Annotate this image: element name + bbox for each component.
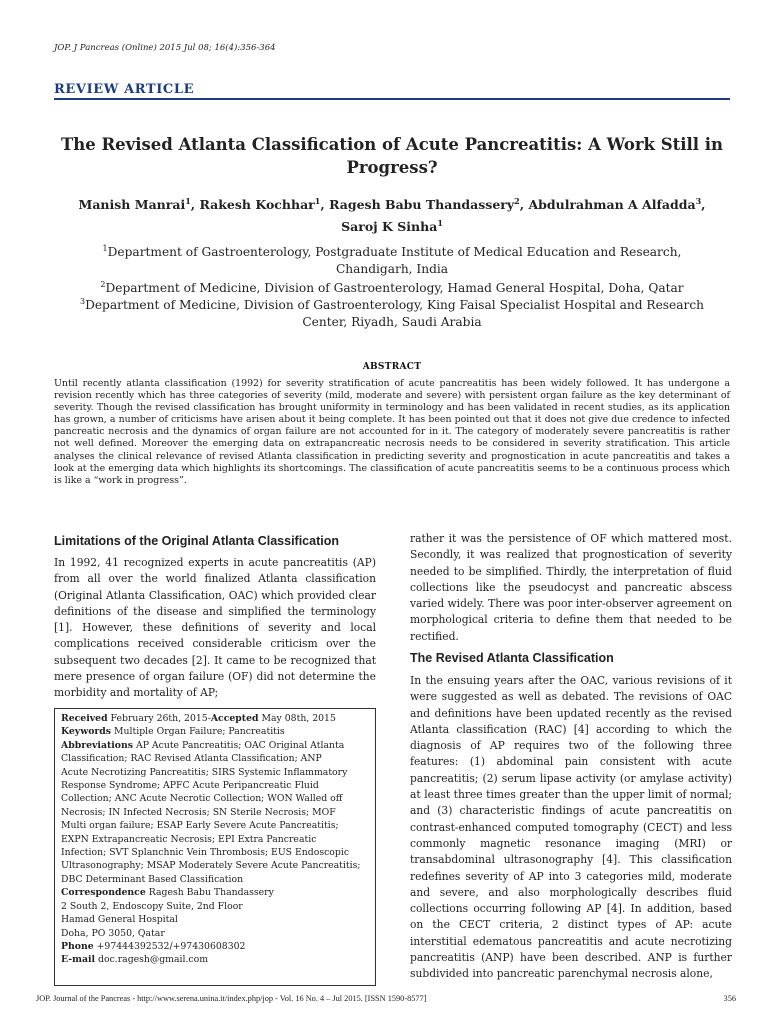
address-line: Hamad General Hospital: [61, 914, 178, 926]
keywords-label: Keywords: [61, 726, 112, 738]
keywords-value: Multiple Organ Failure; Pancreatitis: [114, 726, 285, 738]
section-heading-revised: The Revised Atlanta Classification: [410, 651, 614, 665]
author-name: Manish Manrai: [78, 197, 186, 213]
page-footer: [36, 994, 736, 1003]
article-title: [54, 133, 730, 179]
abbrev-text: Ultrasonography; MSAP Moderately Severe Acute Pancreatitis;: [61, 860, 361, 872]
footer-journal: JOP. Journal of the Pancreas - http://www.serena.unina.it/index.php/jop - Vol. 16 No. 4 – Jul 2015. [ISSN 1590-8577]: [36, 994, 427, 1003]
abbrev-text: Response Syndrome; APFC Acute Peripancreatic Fluid: [61, 780, 319, 792]
abstract-heading: ABSTRACT: [362, 362, 422, 372]
affiliation-sup: 2: [100, 280, 106, 289]
affiliation-sup: 1: [102, 244, 108, 253]
author-sup: 1: [185, 196, 191, 206]
author-name: Rakesh Kochhar: [199, 197, 315, 213]
accepted-date: May 08th, 2015: [261, 713, 336, 724]
address-line: 2 South 2, Endoscopy Suite, 2nd Floor: [61, 900, 243, 912]
email-link[interactable]: doc.ragesh@gmail.com: [98, 954, 209, 966]
keywords-line: [61, 725, 369, 738]
received-line: [61, 712, 369, 725]
correspondence-line: [61, 886, 369, 899]
abbrev-text: Necrosis; IN Infected Necrosis; SN Sterile Necrosis; MOF: [61, 806, 336, 818]
abbrev-text: AP Acute Pancreatitis; OAC Original Atlanta: [135, 739, 345, 751]
address-line: Doha, PO 3050, Qatar: [61, 927, 165, 939]
paragraph-limitations: In 1992, 41 recognized experts in acute pancreatitis (AP) from all over the world finalized Atlanta classification (Original Atlanta Classification, OAC) which provided clear definitions of the disease and simplified the terminology [1]. However, these definitions of severity and local complications received considerable criticism over the subsequent two decades [2]. It came to be recognized that mere presence of organ failure (OF) did not determine the morbidity and mortality of AP;: [54, 556, 376, 700]
section-heading-limitations: Limitations of the Original Atlanta Classification: [54, 534, 339, 548]
page-number: 356: [723, 994, 736, 1003]
paragraph-persistence: rather it was the persistence of OF which mattered most. Secondly, it was realized that prognostication of severity needed to be simplified. Thirdly, the interpretation of fluid collections like the pseudocyst and pancreatic abscess varied widely. There was poor inter-observer agreement on morphological criteria to define them that needed to be rectified.: [410, 532, 732, 643]
email-label: E-mail: [61, 954, 96, 966]
abbrev-text: Multi organ failure; ESAP Early Severe Acute Pancreatitis;: [61, 820, 339, 832]
affiliation-text: Department of Gastroenterology, Postgraduate Institute of Medical Education and Research,: [107, 245, 682, 260]
author-name: Saroj K Sinha: [341, 219, 438, 235]
author-name: Ragesh Babu Thandassery: [329, 197, 515, 213]
received-date: February 26th, 2015-: [110, 713, 211, 724]
author-list: [54, 192, 730, 236]
received-label: Received: [61, 713, 108, 724]
author-line-1: Manish Manrai$^1$, Rakesh Kochhar$^1$, Ragesh Babu Thandassery$^2$, Abdulrahman A Alfadda$^3$,: [78, 196, 706, 213]
correspondence-name: Ragesh Babu Thandassery: [148, 887, 274, 899]
affiliation-text: Center, Riyadh, Saudi Arabia: [302, 315, 482, 330]
abbrev-text: EXPN Extrapancreatic Necrosis; EPI Extra Pancreatic: [61, 833, 317, 845]
author-line-2: [54, 214, 730, 236]
author-sup: 1: [437, 218, 443, 229]
abbrev-text: Classification; RAC Revised Atlanta Classification; ANP: [61, 753, 322, 765]
correspondence-label: Correspondence: [61, 887, 146, 899]
phone-line: [61, 940, 369, 953]
author-sup: 3: [695, 196, 702, 206]
affiliation-text: Department of Medicine, Division of Gastroenterology, Hamad General Hospital, Doha, Qatar: [105, 281, 684, 296]
affiliation-text: Chandigarh, India: [335, 262, 449, 277]
abbrev-text: Infection; SVT Splanchnic Vein Thrombosis; EUS Endoscopic: [61, 847, 350, 859]
affiliation-text: Department of Medicine, Division of Gastroenterology, King Faisal Specialist Hospital and Research: [85, 298, 705, 313]
paragraph-revised: In the ensuing years after the OAC, various revisions of it were suggested as well as debated. The revisions of OAC and definitions have been updated recently as the revised Atlanta classification (RAC) [4] according to which the diagnosis of AP requires two of the following three features: (1) abdominal pain consistent with acute pancreatitis; (2) serum lipase activity (or amylase activity) at least three times greater than the upper limit of normal; and (3) characteristic findings of acute pancreatitis on contrast-enhanced computed tomography (CECT) and less commonly magnetic resonance imaging (MRI) or transabdominal ultrasonography [4]. This classification redefines severity of AP into 3 categories mild, moderate and severe, and also morphologically describes fluid collections occurring following AP [4]. In addition, based on the CECT criteria, 2 distinct types of AP: acute interstitial edematous pancreatitis and acute necrotizing pancreatitis (ANP) have been described. ANP is further subdivided into pancreatic parenchymal necrosis alone,: [410, 674, 732, 981]
article-info-box: [54, 708, 376, 986]
abbrev-text: Collection; ANC Acute Necrotic Collection; WON Walled off: [61, 793, 343, 805]
affiliation-sup: 3: [79, 297, 86, 306]
running-head: JOP. J Pancreas (Online) 2015 Jul 08; 16(4):356-364: [54, 43, 276, 53]
phone-value: +97444392532/+97430608302: [96, 940, 246, 952]
author-sup: 1: [314, 196, 321, 206]
abbrev-text: Acute Necrotizing Pancreatitis; SIRS Systemic Inflammatory: [61, 766, 348, 778]
abbrev-text: DBC Determinant Based Classification: [61, 873, 244, 885]
affiliation-1: [54, 240, 730, 278]
header-rule: [54, 98, 730, 100]
accepted-label: Accepted: [210, 713, 259, 724]
abbrev-line: [61, 739, 369, 752]
email-line: [61, 953, 369, 966]
abbrev-label: Abbreviations: [61, 739, 134, 751]
phone-label: Phone: [61, 940, 94, 952]
section-tag: REVIEW ARTICLE: [54, 82, 195, 97]
title-line-2: Progress?: [346, 158, 438, 177]
author-sup: 2: [514, 196, 520, 206]
affiliation-3: [54, 293, 730, 331]
title-line-1: The Revised Atlanta Classification of Acute Pancreatitis: A Work Still in: [60, 135, 724, 154]
abstract-text: Until recently atlanta classification (1992) for severity stratification of acute pancreatitis has been widely followed. It has undergone a revision recently which has three categories of severity (mild, moderate and severe) with persistent organ failure as the key determinant of severity. Though the revised classification has brought uniformity in terminology and has been validated in recent studies, as its application has grown, a number of criticisms have arisen about it being complete. It has been pointed out that it does not give due credence to infected pancreatic necrosis and the dynamics of organ failure are not accounted for in it. The category of moderately severe pancreatitis is rather not well defined. Moreover the emerging data on extrapancreatic necrosis needs to be considered in severity stratification. This article analyses the clinical relevance of revised Atlanta classification in predicting severity and prognostication in acute pancreatitis and takes a look at the emerging data which highlights its shortcomings. The classification of acute pancreatitis seems to be a continuous process which is like a “work in progress”.: [54, 378, 730, 486]
author-name: Abdulrahman A Alfadda: [528, 197, 696, 213]
